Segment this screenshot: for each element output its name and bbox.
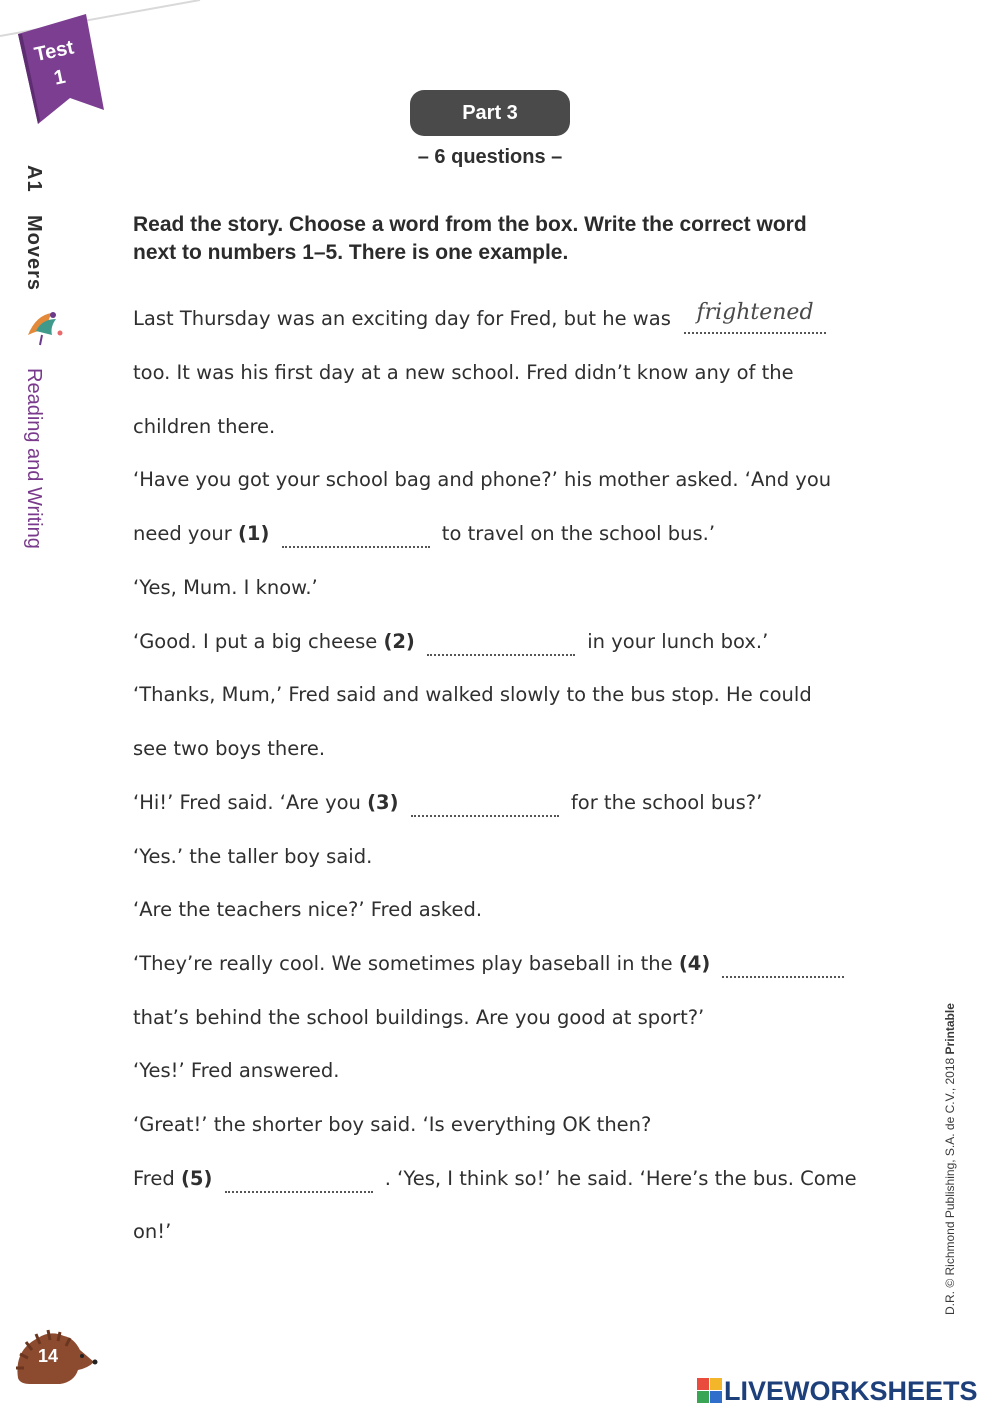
story-text: see two boys there. (133, 737, 326, 760)
story-text: that’s behind the school buildings. Are you good at sport?’ (133, 1006, 705, 1029)
question-number-2: (2) (383, 630, 415, 653)
example-blank (684, 332, 826, 334)
liveworksheets-logo-icon (697, 1378, 723, 1404)
story-text: need your (133, 522, 232, 545)
test-badge-label: Test (32, 36, 76, 67)
answer-blank-3[interactable] (411, 793, 559, 817)
example-answer: frightened (696, 300, 814, 325)
story-line (133, 675, 812, 715)
story-line (133, 890, 482, 930)
brand-name: LIVEWORKSHEETS (724, 1376, 978, 1406)
answer-blank-4[interactable] (722, 954, 844, 978)
story-line (133, 837, 372, 877)
story-line (133, 1159, 857, 1199)
level-label (22, 165, 45, 291)
story-text: ‘Yes!’ Fred answered. (133, 1059, 340, 1082)
story-line (133, 1051, 339, 1091)
story-text: ‘Have you got your school bag and phone?’ his mother asked. ‘And you (133, 468, 832, 491)
story-text: ‘Yes.’ the taller boy said. (133, 845, 373, 868)
test-badge-number: 1 (51, 65, 68, 90)
story-line (133, 1105, 651, 1145)
story-line (133, 460, 831, 500)
story-text: Fred (133, 1167, 175, 1190)
story-text: for the school bus?’ (570, 791, 763, 814)
story-text: to travel on the school bus.’ (441, 522, 716, 545)
copyright-text: D.R. © Richmond Publishing, S.A. de C.V., 2018 (943, 1057, 957, 1315)
story-text: ‘Yes, Mum. I know.’ (133, 576, 318, 599)
story-text: ‘Are the teachers nice?’ Fred asked. (133, 898, 483, 921)
story-line (133, 622, 768, 662)
story-line (133, 407, 275, 447)
page-number: 14 (37, 1346, 59, 1366)
story-text: too. It was his first day at a new school. Fred didn’t know any of the (133, 361, 794, 384)
story-text: children there. (133, 415, 276, 438)
story-text: on!’ (133, 1220, 172, 1243)
question-number-5: (5) (180, 1167, 213, 1190)
story-line (133, 944, 850, 984)
story-line (133, 783, 762, 823)
question-number-1: (1) (237, 522, 270, 545)
story-text: ‘Good. I put a big cheese (133, 630, 378, 653)
question-count: – 6 questions – (417, 146, 563, 168)
story-text: . ‘Yes, I think so!’ he said. ‘Here’s the bus. Come (384, 1167, 857, 1190)
question-number-4: (4) (678, 952, 711, 975)
part-label: Part 3 (410, 90, 570, 136)
story-line (133, 998, 704, 1038)
story-text: ‘Hi!’ Fred said. ‘Are you (133, 791, 361, 814)
answer-blank-1[interactable] (282, 524, 430, 548)
copyright-tag: Printable (943, 1003, 957, 1055)
story-text: ‘Great!’ the shorter boy said. ‘Is everything OK then? (133, 1113, 652, 1136)
story-text: Last Thursday was an exciting day for Fred, but he was (133, 307, 671, 330)
story-text: in your lunch box.’ (587, 630, 769, 653)
story-line (133, 514, 715, 554)
story-text: ‘They’re really cool. We sometimes play baseball in the (133, 952, 673, 975)
story-text: ‘Thanks, Mum,’ Fred said and walked slowly to the bus stop. He could (133, 683, 812, 706)
story-line (133, 1212, 171, 1252)
story-line (133, 568, 318, 608)
skill-label: Reading and Writing (23, 368, 45, 549)
answer-blank-2[interactable] (427, 632, 575, 656)
story-line (133, 299, 671, 339)
bird-icon (22, 305, 66, 347)
story-line (133, 729, 325, 769)
answer-blank-5[interactable] (225, 1169, 373, 1193)
instructions: Read the story. Choose a word from the box. Write the correct word next to numbers 1–5. There is one example. (133, 213, 807, 264)
exam-name: Movers (23, 215, 45, 292)
copyright-notice (943, 1003, 957, 1315)
story-line (133, 353, 794, 393)
question-number-3: (3) (367, 791, 399, 814)
level-code: A1 (23, 165, 45, 193)
